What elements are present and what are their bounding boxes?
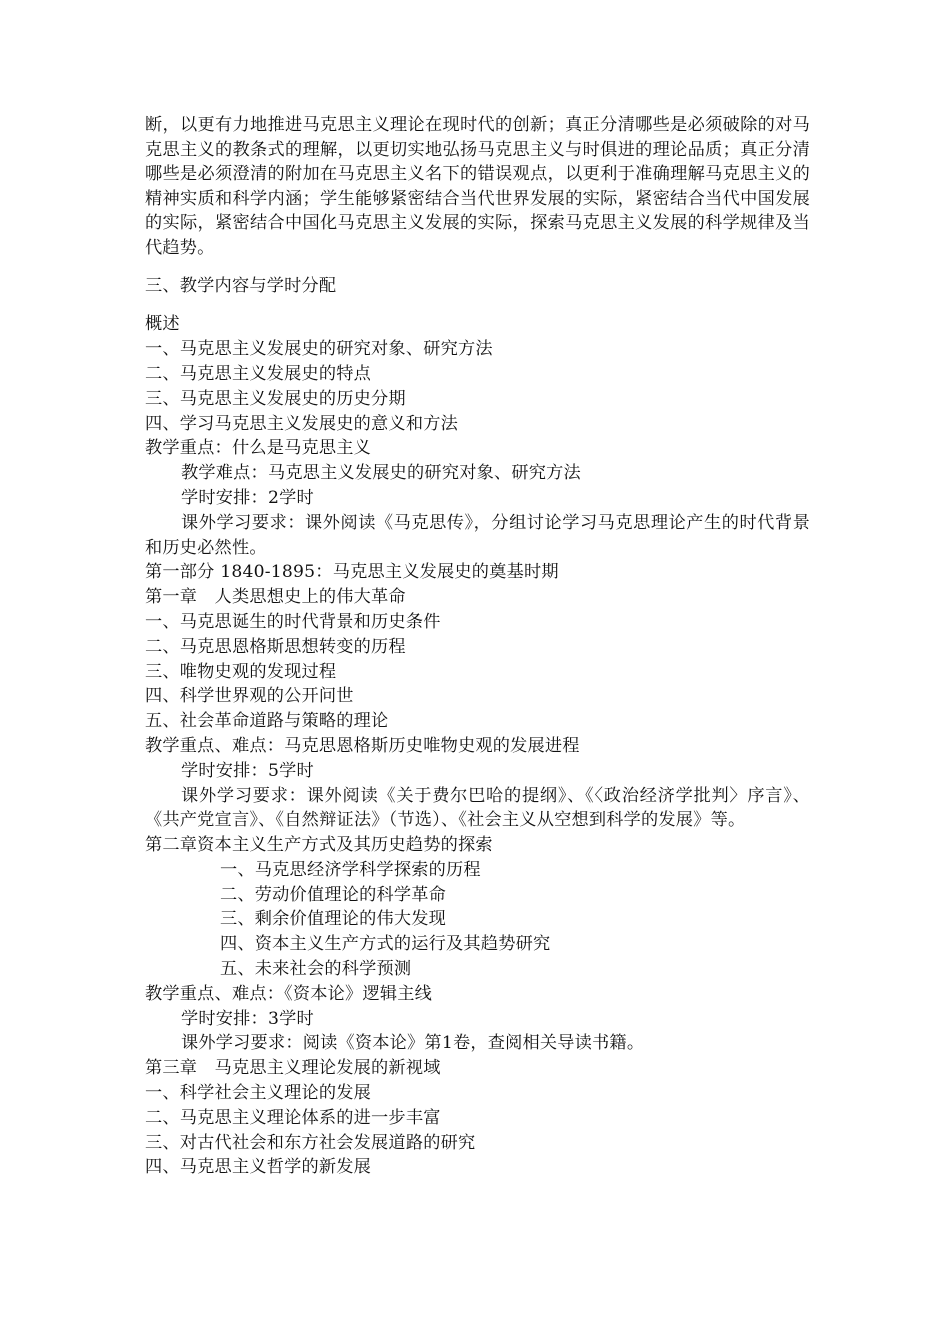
chapter2-item: 四、资本主义生产方式的运行及其趋势研究 [220,934,551,955]
chapter2-item: 三、剩余价值理论的伟大发现 [220,909,447,930]
section-heading: 三、教学内容与学时分配 [145,275,337,296]
overview-key-point: 教学重点：什么是马克思主义 [145,438,372,459]
chapter1-key-point: 教学重点、难点：马克思恩格斯历史唯物史观的发展进程 [145,735,580,756]
chapter2-item: 五、未来社会的科学预测 [220,959,412,980]
chapter1-hours: 学时安排：5学时 [181,760,314,781]
chapter1-homework: 课外学习要求：课外阅读《关于费尔巴哈的提纲》、《〈政治经济学批判〉序言》、《共产党宣言》、《自然辩证法》（节选）、《社会主义从空想到科学的发展》等。 [145,785,810,831]
chapter3-item: 四、马克思主义哲学的新发展 [145,1157,372,1178]
overview-item: 三、马克思主义发展史的历史分期 [145,388,406,409]
overview-item: 四、学习马克思主义发展史的意义和方法 [145,413,458,434]
chapter2-homework: 课外学习要求：阅读《资本论》第1卷，查阅相关导读书籍。 [181,1033,645,1054]
chapter1-section [145,585,810,833]
chapter1-item: 五、社会革命道路与策略的理论 [145,711,389,732]
chapter2-item: 二、劳动价值理论的科学革命 [220,884,447,905]
overview-item: 一、马克思主义发展史的研究对象、研究方法 [145,339,493,360]
chapter2-title: 第二章资本主义生产方式及其历史趋势的探索 [145,835,493,856]
overview-hours: 学时安排：2学时 [181,487,314,508]
part1-title: 第一部分 1840-1895：马克思主义发展史的奠基时期 [145,562,559,583]
chapter1-item: 二、马克思恩格斯思想转变的历程 [145,636,406,657]
chapter2-key-point: 教学重点、难点：《资本论》逻辑主线 [145,983,432,1004]
chapter1-item: 一、马克思诞生的时代背景和历史条件 [145,611,441,632]
intro-paragraph: 断，以更有力地推进马克思主义理论在现时代的创新；真正分清哪些是必须破除的对马克思主义的教条式的理解，以更切实地弘扬马克思主义与时俱进的理论品质；真正分清哪些是必须澄清的附加在马克思主义名下的错误观点，以更利于准确理解马克思主义的精神实质和科学内涵；学生能够紧密结合当代世界发展的实际，紧密结合当代中国发展的实际，紧密结合中国化马克思主义发展的实际，探索马克思主义发展的科学规律及当代趋势。 [145,115,810,258]
overview-item: 二、马克思主义发展史的特点 [145,363,372,384]
chapter2-item: 一、马克思经济学科学探索的历程 [220,859,481,880]
document-page [145,113,810,1180]
overview-section [145,312,810,560]
chapter3-item: 一、科学社会主义理论的发展 [145,1083,372,1104]
chapter1-item: 四、科学世界观的公开问世 [145,686,354,707]
overview-homework: 课外学习要求：课外阅读《马克思传》，分组讨论学习马克思理论产生的时代背景和历史必然性。 [145,512,810,558]
chapter3-title: 第三章 马克思主义理论发展的新视域 [145,1058,441,1079]
overview-difficulty: 教学难点：马克思主义发展史的研究对象、研究方法 [181,463,581,484]
chapter2-section [145,833,810,1056]
chapter3-item: 二、马克思主义理论体系的进一步丰富 [145,1107,441,1128]
chapter3-section [145,1056,810,1180]
chapter2-hours: 学时安排：3学时 [181,1008,314,1029]
chapter1-item: 三、唯物史观的发现过程 [145,661,337,682]
chapter1-title: 第一章 人类思想史上的伟大革命 [145,587,406,608]
chapter3-item: 三、对古代社会和东方社会发展道路的研究 [145,1132,476,1153]
overview-title: 概述 [145,314,180,335]
